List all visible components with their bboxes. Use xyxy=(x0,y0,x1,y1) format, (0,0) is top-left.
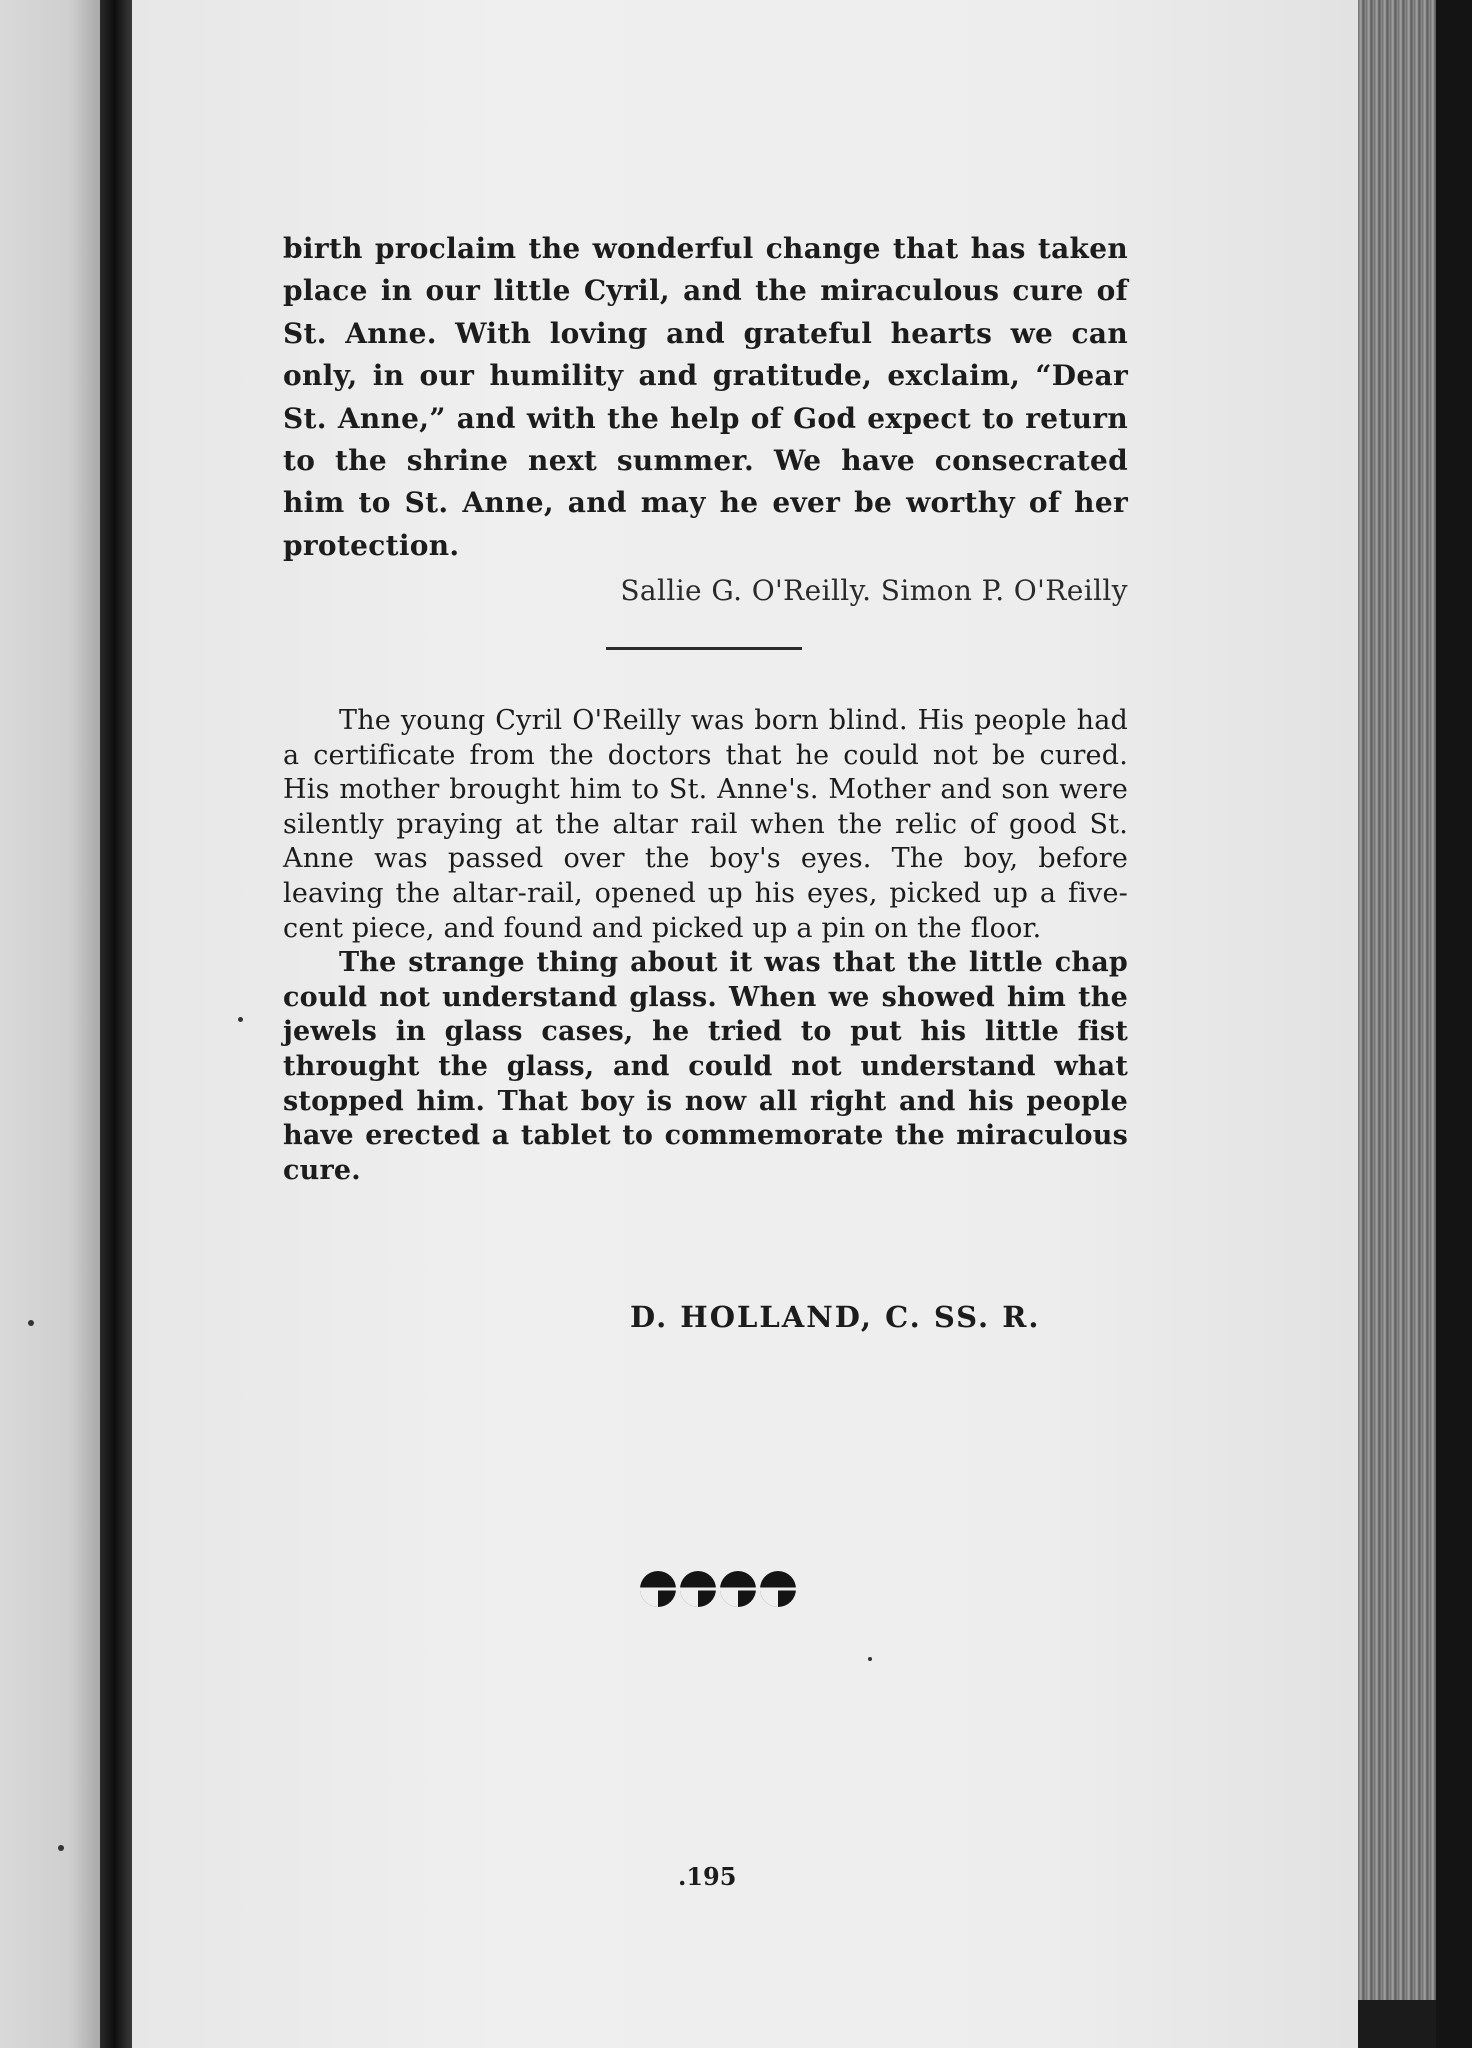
paragraph-2: The young Cyril O'Reilly was born blind. His people had a certificate from the doctors that he could not be cured. His mother brought him to St. Anne's. Mother and son were silently praying at the altar rail when the relic of good St. Anne was passed over the boy's eyes. The boy, before leaving the altar-rail, opened up his eyes, picked up a five-cent piece, and found and picked up a pin on the floor. xyxy=(283,705,1128,944)
book-gutter xyxy=(100,0,132,2048)
paragraph-3: The strange thing about it was that the little chap could not understand glass. When we showed him the jewels in glass cases, he tried to put his little fist throught the glass, and could not understand what stopped him. That boy is now all right and his people have erected a tablet to commemorate the miraculous cure. xyxy=(283,947,1128,1186)
page-number: .195 xyxy=(678,1862,737,1891)
paragraph-1: birth proclaim the wonderful change that has taken place in our little Cyril, and the miraculous cure of St. Anne. With loving and grateful hearts we can only, in our humility and gratitude, exclaim, “Dear St. Anne,” and with the help of God expect to return to the shrine next summer. We have consecrated him to St. Anne, and may he ever be worthy of her protection. xyxy=(283,232,1128,562)
scan-speck xyxy=(28,1320,34,1326)
scan-background xyxy=(1436,0,1472,2048)
scan-speck xyxy=(868,1657,872,1661)
scan-speck xyxy=(238,1017,243,1022)
scan-speck xyxy=(58,1845,64,1851)
letter-signature: Sallie G. O'Reilly. Simon P. O'Reilly xyxy=(620,574,1128,607)
letter-closing-text xyxy=(283,228,1128,567)
page-edges xyxy=(1358,0,1436,2000)
testimony-text xyxy=(283,704,1128,1188)
section-divider xyxy=(606,647,802,650)
ornament-icon xyxy=(638,1568,798,1610)
author-signature: D. HOLLAND, C. SS. R. xyxy=(630,1300,1041,1334)
facing-page-edge xyxy=(0,0,100,2048)
